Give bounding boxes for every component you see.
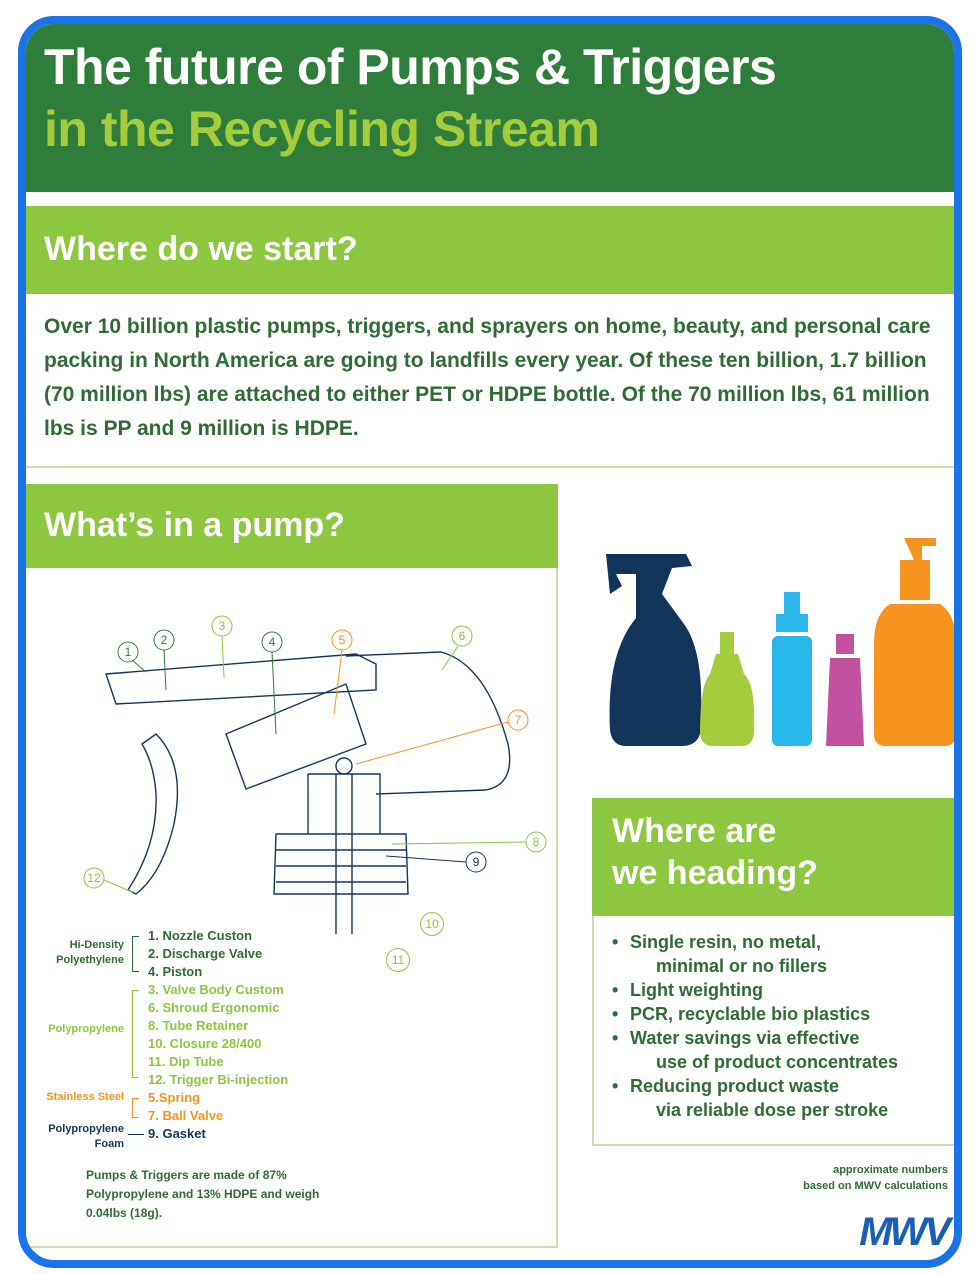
part-8: 8. Tube Retainer: [148, 1018, 249, 1033]
housing-shape: [308, 774, 380, 834]
bullet-1: • Single resin, no metal,: [610, 930, 940, 954]
part-1: 1. Nozzle Custon: [148, 928, 253, 943]
part-10: 10. Closure 28/400: [148, 1036, 262, 1051]
title-line-1: The future of Pumps & Triggers: [44, 39, 777, 95]
callout-8-label: 8: [532, 835, 540, 849]
trigger-sprayer-diagram: [46, 594, 552, 934]
part-6: 6. Shroud Ergonomic: [148, 1000, 280, 1015]
heading-title-line-2: we heading?: [612, 854, 818, 892]
pump-heading: What’s in a pump?: [44, 506, 345, 544]
callout-7-label: 7: [514, 713, 522, 727]
callout-12-label: 12: [87, 871, 101, 885]
spray-bottle-icon: [606, 554, 701, 746]
group-hdpe: Hi-Density Polyethylene: [56, 939, 124, 966]
mwv-logo: MWV: [859, 1210, 948, 1254]
bullet-3: • PCR, recyclable bio plastics: [610, 1002, 940, 1026]
composition-note: Pumps & Triggers are made of 87% Polypropylene and 13% HDPE and weigh 0.04lbs (18g).: [86, 1168, 320, 1220]
bullet-5-cont: via reliable dose per stroke: [656, 1100, 889, 1120]
heading-title-line-1: Where are: [612, 812, 777, 850]
callout-9-label: 9: [472, 855, 480, 869]
callout-3-label: 3: [218, 619, 226, 633]
part-4: 4. Piston: [148, 964, 203, 979]
part-3: 3. Valve Body Custom: [148, 982, 284, 997]
bracket-hdpe: [132, 936, 139, 972]
start-heading: Where do we start?: [44, 230, 358, 268]
group-pp: Polypropylene: [48, 1023, 124, 1035]
part-5: 5.Spring: [148, 1090, 201, 1105]
callout-1-label: 1: [124, 645, 132, 659]
section-divider: [26, 466, 954, 468]
closure-rings: [276, 850, 406, 882]
ball-valve-shape: [336, 758, 352, 774]
start-section-banner: [26, 206, 954, 294]
callout-4-label: 4: [268, 635, 276, 649]
bullet-4: • Water savings via effective: [610, 1026, 940, 1050]
bullet-5: • Reducing product waste: [610, 1074, 940, 1098]
title-line-2: in the Recycling Stream: [44, 101, 600, 157]
group-steel: Stainless Steel: [46, 1091, 124, 1103]
bullet-1-cont: minimal or no fillers: [656, 956, 828, 976]
approximation-note: [803, 1162, 948, 1194]
group-foam: Polypropylene Foam: [48, 1123, 124, 1150]
bracket-steel: [132, 1098, 139, 1118]
connector-foam: [128, 1134, 144, 1135]
callout-11-label: 11: [391, 953, 405, 967]
heading-section-banner: [592, 798, 954, 916]
approx-line-1: approximate numbers: [833, 1164, 948, 1176]
callout-5-label: 5: [338, 633, 346, 647]
approx-line-2: based on MWV calculations: [803, 1180, 948, 1192]
nozzle-shape: [106, 654, 376, 704]
pump-bottle-orange-icon: [874, 538, 956, 746]
pump-section-banner: [26, 484, 558, 568]
title-banner: [26, 24, 954, 192]
material-legend: [26, 924, 556, 1164]
callout-6-label: 6: [458, 629, 466, 643]
part-9: 9. Gasket: [148, 1126, 206, 1141]
part-12: 12. Trigger Bi-injection: [148, 1072, 289, 1087]
shroud-shape: [346, 652, 510, 794]
pump-bottle-cyan-icon: [772, 592, 812, 746]
bullet-2: • Light weighting: [610, 978, 940, 1002]
callout-2-label: 2: [160, 633, 168, 647]
trigger-shape: [128, 734, 177, 894]
bullet-4-cont: use of product concentrates: [656, 1052, 899, 1072]
part-7: 7. Ball Valve: [148, 1108, 224, 1123]
callout-10-label: 10: [425, 917, 439, 931]
small-bottle-icon: [700, 632, 754, 746]
part-2: 2. Discharge Valve: [148, 946, 263, 961]
bracket-pp: [132, 990, 139, 1078]
closure-shape: [274, 834, 408, 894]
heading-bullet-list: [610, 930, 940, 1122]
start-paragraph: Over 10 billion plastic pumps, triggers, and sprayers on home, beauty, and personal care packing in North America are going to landfills every year. Of these ten billion, 1.7 billion (70 million lbs) are attached to either PET or HDPE bottle. Of the 70 million lbs, 61 million lbs is PP and 9 million is HDPE.: [44, 315, 931, 440]
bottles-illustration: [596, 534, 956, 754]
infographic-frame: [18, 16, 962, 1268]
part-11: 11. Dip Tube: [148, 1054, 224, 1069]
tube-magenta-icon: [826, 634, 864, 746]
